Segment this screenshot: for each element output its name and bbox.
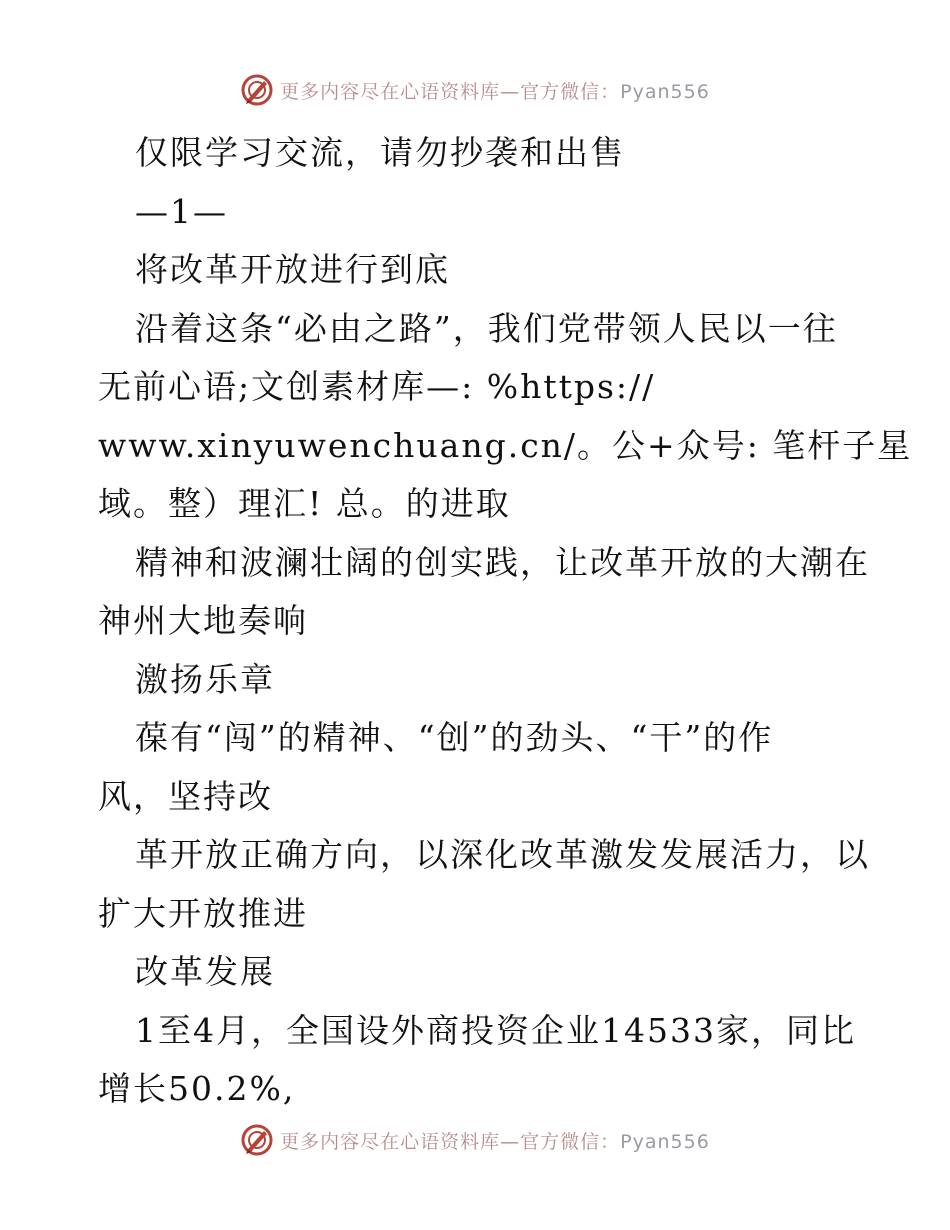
pen-logo-icon (240, 73, 274, 107)
doc-line: 精神和波澜壮阔的创实践，让改革开放的大潮在 (135, 542, 870, 582)
doc-line: 仅限学习交流，请勿抄袭和出售 (135, 133, 625, 172)
doc-line: 沿着这条“必由之路”，我们党带领人民以一往 (135, 308, 838, 348)
doc-line: 激扬乐章 (135, 659, 275, 699)
doc-line: 扩大开放推进 (98, 893, 308, 933)
doc-line: 革开放正确方向，以深化改革激发发展活力，以 (135, 835, 870, 874)
header-watermark-text (280, 77, 710, 104)
doc-line: —1— (135, 191, 228, 231)
doc-line: www.xinyuwenchuang.cn/。公+众号: 笔杆子星 (98, 425, 913, 465)
footer-wechat-id: Pyan556 (620, 1130, 710, 1153)
header-wechat-id: Pyan556 (620, 80, 710, 103)
doc-line: 风，坚持改 (98, 776, 273, 816)
doc-line: 域。整）理汇! 总。的进取 (98, 484, 511, 523)
doc-line: 神州大地奏响 (98, 601, 308, 640)
doc-line: 1至4月，全国设外商投资企业14533家，同比 (135, 1010, 856, 1050)
footer-watermark-text (280, 1127, 710, 1154)
pen-logo-icon (240, 1123, 274, 1157)
header-watermark-label: 更多内容尽在心语资料库—官方微信： (280, 80, 621, 103)
document-body (98, 124, 913, 1119)
footer-watermark-banner (0, 1120, 950, 1160)
doc-line: 将改革开放进行到底 (135, 250, 450, 289)
doc-line: 改革发展 (135, 952, 275, 991)
doc-line: 无前心语;文创素材库—: %https:// (98, 367, 656, 406)
doc-line: 葆有“闯”的精神、“创”的劲头、“干”的作 (135, 718, 774, 757)
header-watermark-banner (0, 70, 950, 110)
doc-line: 增长50.2%, (98, 1069, 296, 1108)
footer-watermark-label: 更多内容尽在心语资料库—官方微信： (280, 1130, 621, 1153)
